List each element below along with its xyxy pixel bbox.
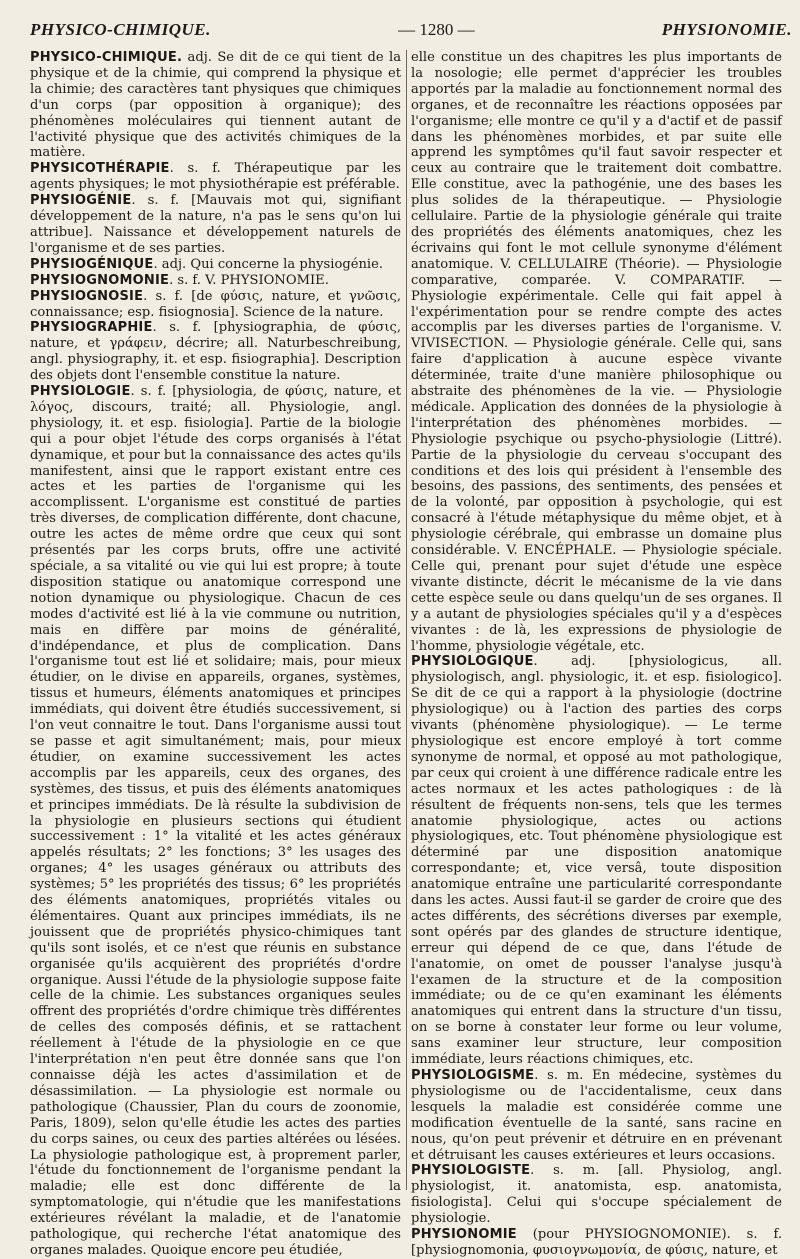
right-column — [411, 50, 782, 1258]
entry-continuation — [411, 50, 782, 654]
headword: PHYSIOLOGISME — [411, 1068, 535, 1083]
column-divider — [406, 50, 407, 1190]
headword: PHYSIOLOGIE — [30, 384, 131, 400]
header-right-guide-word: PHYSIONOMIE. — [661, 20, 792, 39]
entry — [30, 161, 401, 193]
entry — [30, 50, 401, 161]
definition: . s. f. [Mauvais mot qui, signifiant développement de la nature, n'a pas le sens qu'on lui attribue]. Naissance et développement naturels de l'organisme et de ses parties. — [30, 193, 401, 256]
headword: PHYSIOGÉNIQUE — [30, 256, 154, 272]
definition: . adj. [physiologicus, all. physiologisch, angl. physiologic, it. et esp. fisiologico]. Se dit de ce qui a rapport à la physiologie (doctrine physiologique) ou à l'action des parties des corps vivants (phénomène physiologique). — Le terme physiologique est encore employé à tort comme synonyme de normal, et opposé au mot pathologique, par ceux qui croient à une différence radicale entre les actes normaux et les actes pathologiques : de là résultent de fréquents non-sens, tels que les termes anatomie physiologique, actes ou actions physiologiques, etc. Tout phénomène physiologique est déterminé par une disposition anatomique correspondante; et, vice versâ, toute disposition anatomique entraîne une particularité correspondante dans les actes. Aussi faut-il se garder de croire que des actes différents, des sécrétions diverses par exemple, sont opérés par des glandes de structure identique, erreur qui dépend de ce que, dans l'étude de l'anatomie, on omet de pousser l'analyse jusqu'à l'examen de la structure et de la composition immédiate; ou de ce qu'en examinant les éléments anatomiques qui entrent dans la structure d'un tissu, on se borne à constater leur forme ou leur volume, sans examiner leur structure, leur composition immédiate, leurs réactions chimiques, etc. — [411, 654, 782, 1068]
entry — [30, 289, 401, 321]
headword: PHYSIOGÉNIE — [30, 193, 132, 209]
headword: PHYSIOLOGIQUE — [411, 654, 534, 670]
entry — [30, 384, 401, 1259]
entry — [411, 654, 782, 1068]
headword: PHYSIOGNOMONIE — [30, 272, 170, 288]
definition: elle constitue un des chapitres les plus importants de la nosologie; elle permet d'apprécier les troubles apportés par la maladie au fonctionnement normal des organes, et de reconnaître les réactions opposées par l'organisme; elle montre ce qu'il y a d'actif et de passif dans les phénomènes morbides, et par suite elle apprend les symptômes qu'il faut savoir respecter et ceux au contraire que le traitement doit combattre. Elle constitue, avec la pathogénie, une des bases les plus solides de la thérapeutique. — Physiologie cellulaire. Partie de la physiologie générale qui traite des propriétés des éléments anatomiques, chez les écrivains qui font le mot cellule synonyme d'élément anatomique. V. CELLULAIRE (Théorie). — Physiologie comparative, comparée. V. COMPARATIF. — Physiologie expérimentale. Celle qui fait appel à l'expérimentation pour se rendre compte des actes accomplis par les diverses parties de l'organisme. V. VIVISECTION. — Physiologie générale. Celle qui, sans faire d'application à aucune espèce vivante déterminée, traite d'une manière philosophique ou abstraite des phénomènes de la vie. — Physiologie médicale. Application des données de la physiologie à l'interprétation des phénomènes morbides. — Physiologie psychique ou psycho-physiologie (Littré). Partie de la physiologie du cerveau s'occupant des conditions et des lois qui président à l'ensemble des besoins, des passions, des sentiments, des pensées et de la volonté, par opposition à psychologie, qui est consacré à l'étude métaphysique du même objet, et à physiologie cérébrale, qui embrasse un domaine plus considérable. V. ENCÉPHALE. — Physiologie spéciale. Celle qui, prenant pour sujet d'étude une espèce vivante distincte, décrit le mécanisme de la vie dans cette espèce seule ou dans quelqu'un de ses organes. Il y a autant de physiologies spéciales qu'il y a d'espèces vivantes : de là, les expressions de physiologie de l'homme, physiologie végétale, etc. — [411, 50, 782, 654]
entry — [411, 1163, 782, 1227]
entry — [411, 1068, 782, 1163]
page-number: — 1280 — — [398, 20, 475, 39]
headword: PHYSICOTHÉRAPIE — [30, 161, 170, 177]
entry — [411, 1227, 782, 1259]
definition: . s. f. [physiographia, de φύσις, nature, et γράφειν, décrire; all. Naturbeschreibung, angl. physiography, it. et esp. fisiographia]. Description des objets dont l'ensemble constitue la nature. — [30, 320, 401, 384]
definition: adj. Se dit de ce qui tient de la physique et de la chimie, qui comprend la physique et la chimie; des caractères tant physiques que chimiques d'un corps (par opposition à organique); des phénomènes moléculaires qui tiennent autant de l'activité physique que des activités chimiques de la matière. — [30, 50, 401, 161]
headword: PHYSIOGRAPHIE — [30, 320, 153, 336]
text-columns — [30, 50, 792, 1258]
header-left-guide-word: PHYSICO-CHIMIQUE. — [30, 20, 211, 39]
definition: . s. m. [all. Physiolog, angl. physiologist, it. anatomista, esp. anatomista, fisiologista]. Celui qui s'occupe spécialement de physiologie. — [411, 1163, 782, 1227]
headword: PHYSIOLOGISTE — [411, 1163, 531, 1179]
left-column — [30, 50, 401, 1258]
entry — [30, 273, 401, 289]
definition: . s. m. En médecine, systèmes du physiologisme ou de l'accidentalisme, ceux dans lesquels la maladie est considérée comme une modification éventuelle de la santé, sans racine en nous, qu'on peut prévenir et détruire en en prévenant et détruisant les causes extérieures et leurs occasions. — [411, 1068, 782, 1163]
definition: . s. f. [de φύσις, nature, et γνῶσις, connaissance; esp. fisiognosia]. Science de la nature. — [30, 288, 401, 320]
definition: . s. f. Thérapeutique par les agents physiques; le mot physiothérapie est préférable. — [30, 161, 401, 193]
definition: . adj. Qui concerne la physiogénie. — [153, 256, 384, 272]
entry — [30, 193, 401, 257]
headword: PHYSIOGNOSIE — [30, 288, 144, 304]
entry — [30, 257, 401, 273]
definition: (pour PHYSIOGNOMONIE). s. f. [physiognomonia, φυσιογνωμονία, de φύσις, nature, et — [411, 1227, 782, 1258]
running-head — [30, 20, 792, 50]
headword: PHYSIONOMIE — [411, 1227, 517, 1243]
definition: . s. f. V. PHYSIONOMIE. — [169, 272, 329, 288]
headword: PHYSICO-CHIMIQUE. — [30, 50, 183, 65]
definition: . s. f. [physiologia, de φύσις, nature, et λόγος, discours, traité; all. Physiologie, angl. physiology, it. et esp. fisiologia]. Partie de la biologie qui a pour objet l'étude des corps organisés à l'état dynamique, et pour but la connaissance des actes qu'ils manifestent, ainsi que le rapport existant entre ces actes et les parties de l'organisme qui les accomplissent. L'organisme est constitué de parties très diverses, de complication différente, dont chacune, outre les actes de même ordre que ceux qui sont présentés par les corps bruts, offre une activité spéciale, a sa vitalité ou vie qui lui est propre; à toute disposition statique ou anatomique correspond une notion dynamique ou physiologique. Chacun de ces modes d'activité est lié à la vie commune ou nutrition, mais en diffère par moins de généralité, d'indépendance, et plus de complication. Dans l'organisme tout est lié et solidaire; mais, pour mieux étudier, on le divise en appareils, organes, systèmes, tissus et humeurs, éléments anatomiques et principes immédiats, qui doivent être étudiés successivement, si l'on veut connaitre le tout. Dans l'organisme aussi tout se passe et agit simultanément; mais, pour mieux étudier, on examine successivement les actes accomplis par les appareils, ceux des organes, des systèmes, des tissus, et puis des éléments anatomiques et principes immédiats. De là résulte la subdivision de la physiologie en plusieurs sections qui étudient successivement : 1° la vitalité et les actes généraux appelés résultats; 2° les fonctions; 3° les usages des organes; 4° les usages généraux ou attributs des systèmes; 5° les propriétés des tissus; 6° les propriétés des éléments anatomiques, propriétés vitales ou élémentaires. Quant aux principes immédiats, ils ne jouissent que de propriétés physico-chimiques tant qu'ils sont isolés, et ce n'est que réunis en substance organisée qu'ils acquièrent des propriétés d'ordre organique. Aussi l'étude de la physiologie suppose faite celle de la chimie. Les substances organiques seules offrent des propriétés d'ordre chimique très différentes de celles des composés définis, et se rattachent réellement à l'étude de la physiologie en ce que l'interprétation n'en peut être donnée sans que l'on connaisse déjà les actes d'assimilation et de désassimilation. — La physiologie est normale ou pathologique (Chaussier, Plan du cours de zoonomie, Paris, 1809), selon qu'elle étudie les actes des parties du corps saines, ou ceux des parties altérées ou lésées. La physiologie pathologique est, à proprement parler, l'étude du fonctionnement de l'organisme pendant la maladie; elle est donc différente de la symptomatologie, qui n'étudie que les manifestations extérieures révélant la maladie, et de l'anatomie pathologique, qui recherche l'état anatomique des organes malades. Quoique encore peu étudiée, — [30, 384, 401, 1258]
entry — [30, 320, 401, 384]
